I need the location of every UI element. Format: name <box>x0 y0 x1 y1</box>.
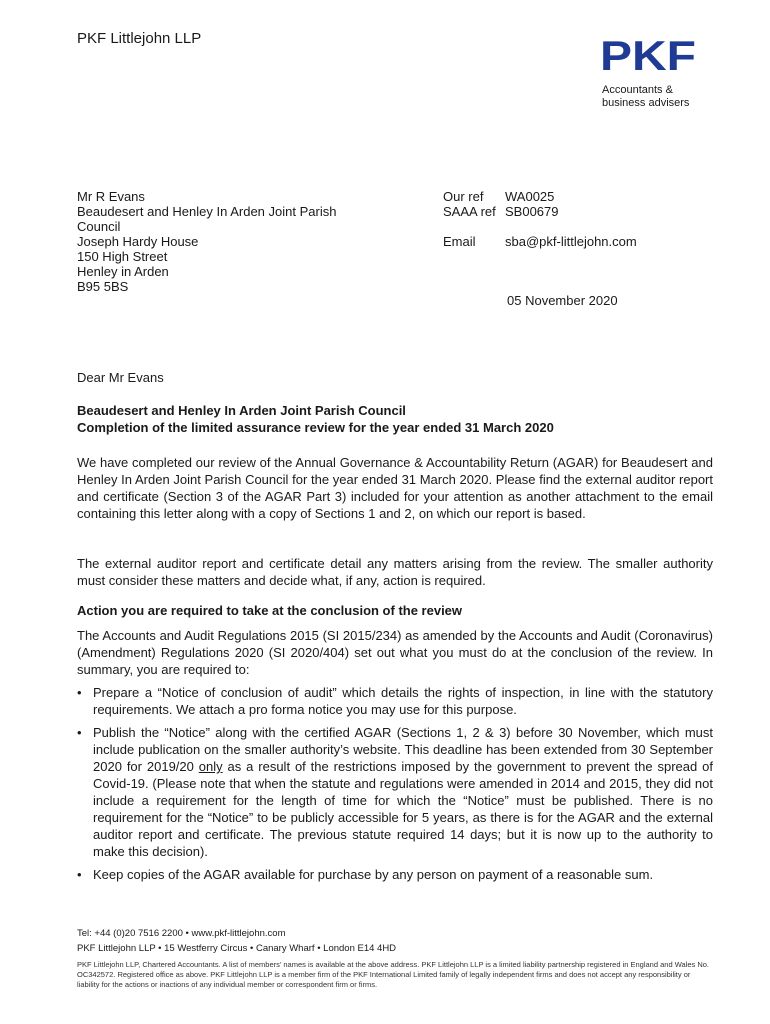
paragraph-regulations: The Accounts and Audit Regulations 2015 (SI 2015/234) as amended by the Accounts and Audit (Coronavirus) (Amendment) Regulations 2020 (SI 2020/404) set out what you must do at the conclusion of the review. In summary, you are required to: <box>77 628 713 677</box>
saaa-ref-value: SB00679 <box>505 204 559 219</box>
address-line: Mr R Evans <box>77 189 145 204</box>
address-line: Beaudesert and Henley In Arden Joint Parish <box>77 204 337 219</box>
list-item <box>77 866 713 883</box>
bullet-icon: • <box>77 725 82 740</box>
footer-contact <box>77 926 396 956</box>
pkf-logo-text: PKF <box>600 36 696 76</box>
firm-name: PKF Littlejohn LLP <box>77 30 202 47</box>
list-item <box>77 684 713 718</box>
footer-address-line: PKF Littlejohn LLP • 15 Westferry Circus • Canary Wharf • London E14 4HD <box>77 943 397 954</box>
our-ref-value: WA0025 <box>505 189 555 204</box>
bullet-icon: • <box>77 685 82 700</box>
subject-line-1: Beaudesert and Henley In Arden Joint Parish Council <box>77 403 406 418</box>
our-ref-row <box>443 189 637 204</box>
bullet-text-part-2: as a result of the restrictions imposed by the government to prevent the spread of Covid-19. (Please note that when the statute and regulations were amended in 2014 and 2015, they did not include a requirement for the length of time for which the “Notice” must be published. There is no requirement for the “Notice” to be publicly accessible for 5 years, as there is for the AGAR and the external auditor report and certificate. The previous statute required 14 days; but it is now up to the authority to make this decision). <box>93 759 713 859</box>
footer-legal-text: PKF Littlejohn LLP, Chartered Accountants. A list of members’ names is available at the above address. PKF Littlejohn LLP is a limited liability partnership registered in England and Wales No. OC342572. Registered office as above. PKF Littlejohn LLP is a member firm of the PKF International Limited family of legally independent firms and does not accept any responsibility or liability for the actions or inactions of any individual member or correspondent firm or firms. <box>77 960 710 989</box>
address-line: Council <box>77 219 121 234</box>
email-value[interactable]: sba@pkf-littlejohn.com <box>505 234 637 249</box>
required-actions-list <box>77 684 713 889</box>
subject-line-2: Completion of the limited assurance review for the year ended 31 March 2020 <box>77 420 554 435</box>
section-heading-action: Action you are required to take at the conclusion of the review <box>77 603 463 618</box>
firm-tagline <box>602 84 689 110</box>
subject-block <box>77 402 554 436</box>
pkf-logo <box>600 36 696 76</box>
recipient-address <box>77 189 336 294</box>
footer-contact-line: Tel: +44 (0)20 7516 2200 • www.pkf-littlejohn.com <box>77 928 286 939</box>
bullet-icon: • <box>77 867 82 882</box>
address-line: Joseph Hardy House <box>77 234 199 249</box>
list-item <box>77 724 713 860</box>
email-label: Email <box>443 234 476 249</box>
bullet-text-part-1: Publish the “Notice” along with the certified AGAR (Sections 1, 2 & 3) before 30 November, which must include publication on the smaller authority’s website. This deadline has been extended from 30 September 2020 for 2019/20 <box>93 725 713 774</box>
letter-date: 05 November 2020 <box>507 293 618 308</box>
paragraph-review-complete: We have completed our review of the Annual Governance & Accountability Return (AGAR) for Beaudesert and Henley In Arden Joint Parish Council for the year ended 31 March 2020. Please find the external auditor report and certificate (Section 3 of the AGAR Part 3) included for your attention as another attachment to the email containing this letter along with a copy of Sections 1 and 2, on which our report is based. <box>77 455 713 521</box>
bullet-text-underlined: only <box>198 759 223 774</box>
saaa-ref-row <box>443 204 637 219</box>
salutation: Dear Mr Evans <box>77 370 164 385</box>
paragraph-matters-arising: The external auditor report and certificate detail any matters arising from the review. The smaller authority must consider these matters and decide what, if any, action is required. <box>77 556 713 588</box>
tagline-line-2: business advisers <box>602 97 690 109</box>
tagline-line-1: Accountants & <box>602 84 673 96</box>
bullet-text: Keep copies of the AGAR available for purchase by any person on payment of a reasonable sum. <box>93 867 654 882</box>
address-line: 150 High Street <box>77 249 168 264</box>
saaa-ref-label: SAAA ref <box>443 204 496 219</box>
email-row <box>443 234 637 249</box>
address-line: Henley in Arden <box>77 264 169 279</box>
bullet-text: Prepare a “Notice of conclusion of audit” which details the rights of inspection, in line with the statutory requirements. We attach a pro forma notice you may use for this purpose. <box>93 685 713 717</box>
our-ref-label: Our ref <box>443 189 484 204</box>
address-line: B95 5BS <box>77 279 129 294</box>
reference-block <box>443 189 637 249</box>
